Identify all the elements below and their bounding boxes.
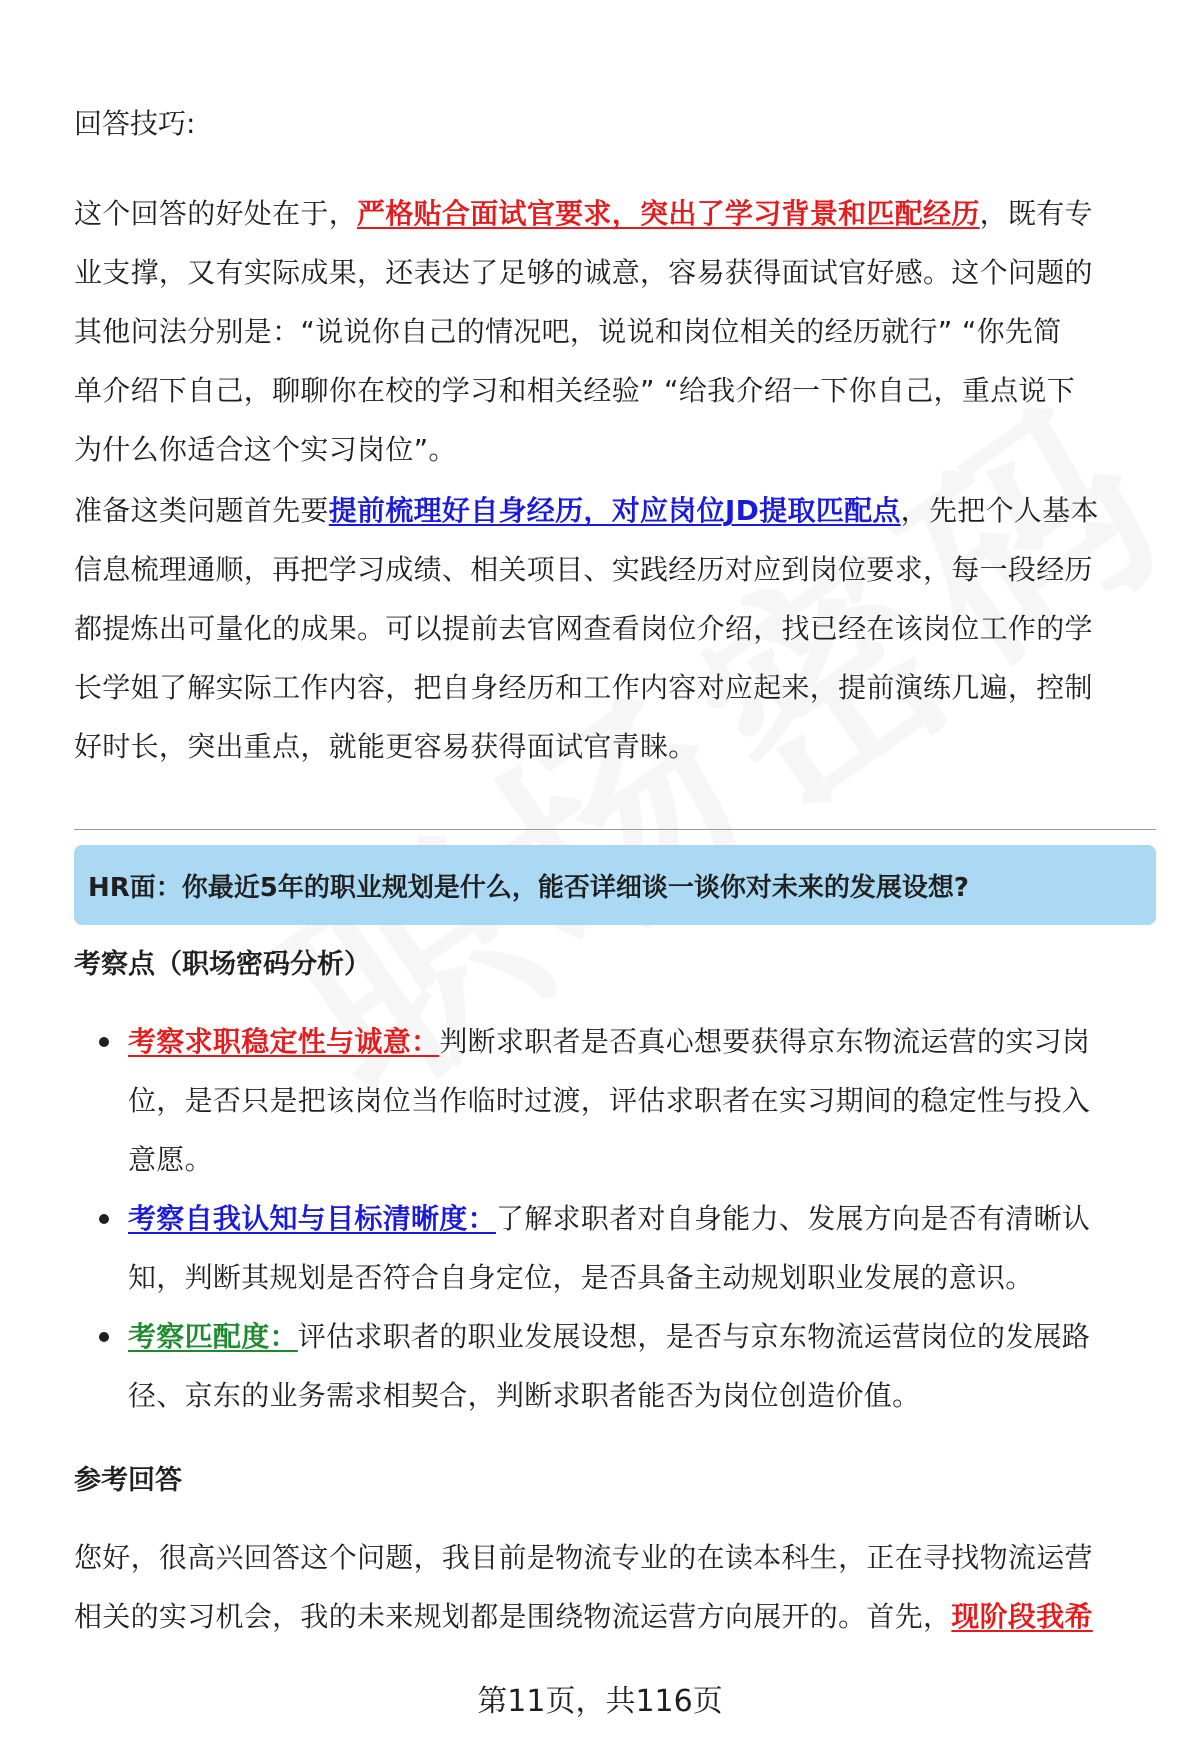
paragraph-line: 都提炼出可量化的成果。可以提前去官网查看岗位介绍，找已经在该岗位工作的学 bbox=[74, 612, 1093, 645]
text-run: 评估求职者的职业发展设想，是否与京东物流运营岗位的发展路 bbox=[297, 1320, 1091, 1353]
tips-heading: 回答技巧: bbox=[74, 107, 196, 140]
red-highlight: 严格贴合面试官要求，突出了学习背景和匹配经历 bbox=[357, 197, 980, 230]
text-run: 准备这类问题首先要 bbox=[74, 494, 329, 527]
paragraph-line: 长学姐了解实际工作内容，把自身经历和工作内容对应起来，提前演练几遍，控制 bbox=[74, 671, 1093, 704]
paragraph-line: 知，判断其规划是否符合自身定位，是否具备主动规划职业发展的意识。 bbox=[128, 1261, 1034, 1294]
paragraph-line: 为什么你适合这个实习岗位”。 bbox=[74, 433, 457, 466]
divider bbox=[74, 829, 1156, 830]
paragraph-line bbox=[128, 1012, 1156, 1071]
list-item bbox=[74, 1307, 1156, 1425]
paragraph-line bbox=[74, 481, 1099, 540]
green-highlight: 考察匹配度： bbox=[128, 1320, 298, 1353]
paragraph-line bbox=[74, 1587, 1156, 1646]
red-highlight: 考察求职稳定性与诚意： bbox=[128, 1025, 440, 1058]
blue-highlight: 提前梳理好自身经历，对应岗位JD提取匹配点 bbox=[328, 494, 901, 527]
text-run: ，先把个人基本 bbox=[900, 494, 1099, 527]
paragraph-line bbox=[128, 1307, 1156, 1366]
paragraph-line: 意愿。 bbox=[128, 1143, 213, 1176]
text-run: 判断求职者是否真心想要获得京东物流运营的实习岗 bbox=[439, 1025, 1091, 1058]
paragraph-line: 其他问法分别是：“说说你自己的情况吧，说说和岗位相关的经历就行” “你先简 bbox=[74, 315, 1062, 348]
analysis-heading: 考察点（职场密码分析） bbox=[74, 949, 371, 980]
paragraph-line: 好时长，突出重点，就能更容易获得面试官青睐。 bbox=[74, 730, 697, 763]
reference-paragraph bbox=[74, 1528, 1156, 1646]
bullet-dot bbox=[99, 1037, 109, 1047]
text-run: 了解求职者对自身能力、发展方向是否有清晰认 bbox=[495, 1202, 1091, 1235]
red-highlight: 现阶段我希 bbox=[951, 1600, 1093, 1633]
tips-paragraph-2 bbox=[74, 481, 1099, 776]
paragraph-line bbox=[74, 184, 1093, 243]
reference-heading: 参考回答 bbox=[74, 1465, 182, 1496]
blue-highlight: 考察自我认知与目标清晰度： bbox=[128, 1202, 496, 1235]
text-run: ，既有专 bbox=[979, 197, 1093, 230]
paragraph-line: 业支撑，又有实际成果，还表达了足够的诚意，容易获得面试官好感。这个问题的 bbox=[74, 256, 1093, 289]
bullet-dot bbox=[99, 1214, 109, 1224]
paragraph-line: 位，是否只是把该岗位当作临时过渡，评估求职者在实习期间的稳定性与投入 bbox=[128, 1084, 1091, 1117]
paragraph-line bbox=[128, 1189, 1156, 1248]
analysis-list bbox=[74, 1012, 1156, 1425]
question-text: HR面：你最近5年的职业规划是什么，能否详细谈一谈你对未来的发展设想? bbox=[88, 872, 969, 903]
page-number: 第11页，共116页 bbox=[477, 1684, 723, 1719]
bullet-dot bbox=[99, 1332, 109, 1342]
paragraph-line: 信息梳理通顺，再把学习成绩、相关项目、实践经历对应到岗位要求，每一段经历 bbox=[74, 553, 1093, 586]
text-run: 这个回答的好处在于， bbox=[74, 197, 358, 230]
paragraph-line: 单介绍下自己，聊聊你在校的学习和相关经验” “给我介绍一下你自己，重点说下 bbox=[74, 374, 1076, 407]
question-box bbox=[74, 845, 1156, 925]
text-run: 相关的实习机会，我的未来规划都是围绕物流运营方向展开的。首先， bbox=[74, 1600, 952, 1633]
paragraph-line: 您好，很高兴回答这个问题，我目前是物流专业的在读本科生，正在寻找物流运营 bbox=[74, 1541, 1093, 1574]
paragraph-line: 径、京东的业务需求相契合，判断求职者能否为岗位创造价值。 bbox=[128, 1379, 921, 1412]
list-item bbox=[74, 1012, 1156, 1189]
list-item bbox=[74, 1189, 1156, 1307]
tips-paragraph-1 bbox=[74, 184, 1093, 479]
